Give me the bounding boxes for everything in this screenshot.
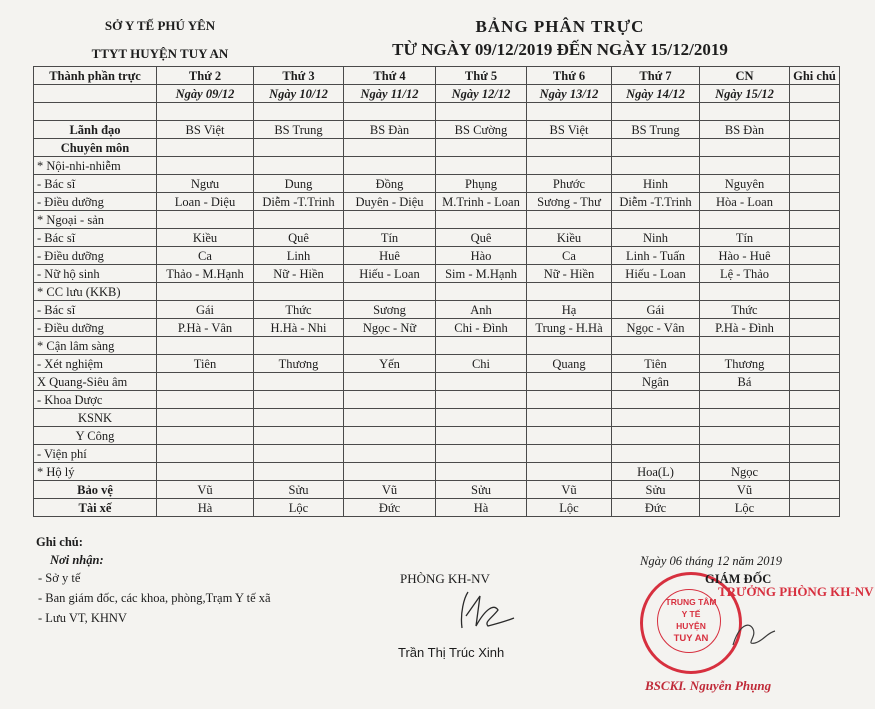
table-cell xyxy=(157,427,254,445)
table-cell xyxy=(612,409,700,427)
table-row xyxy=(34,175,840,193)
table-cell xyxy=(790,337,840,355)
table-cell: Sương - Thư xyxy=(527,193,612,211)
table-cell: Đồng xyxy=(344,175,436,193)
table-cell xyxy=(436,283,527,301)
table-row xyxy=(34,373,840,391)
table-cell xyxy=(790,193,840,211)
row-label: Bảo vệ xyxy=(34,481,157,499)
table-cell xyxy=(790,301,840,319)
table-cell xyxy=(790,211,840,229)
row-label: Tài xế xyxy=(34,499,157,517)
table-cell: Hinh xyxy=(612,175,700,193)
table-row xyxy=(34,283,840,301)
org-name: SỞ Y TẾ PHÚ YÊN xyxy=(104,18,216,33)
table-cell xyxy=(790,373,840,391)
table-cell: Linh xyxy=(254,247,344,265)
table-cell xyxy=(344,445,436,463)
table-cell xyxy=(527,283,612,301)
table-cell xyxy=(790,391,840,409)
table-cell xyxy=(790,265,840,283)
date-cell xyxy=(34,85,157,103)
header-row xyxy=(34,67,840,85)
table-row xyxy=(34,211,840,229)
table-cell xyxy=(700,211,790,229)
table-cell: Tín xyxy=(344,229,436,247)
row-label: - Điều dưỡng xyxy=(34,319,157,337)
date-row xyxy=(34,85,840,103)
table-cell: Ngọc - Vân xyxy=(612,319,700,337)
table-cell: Chi - Đình xyxy=(436,319,527,337)
table-cell: Thức xyxy=(700,301,790,319)
table-cell xyxy=(527,427,612,445)
row-label xyxy=(34,103,157,121)
column-header: CN xyxy=(700,67,790,85)
table-cell: Phước xyxy=(527,175,612,193)
table-cell: Thảo - M.Hạnh xyxy=(157,265,254,283)
table-row xyxy=(34,193,840,211)
table-cell xyxy=(527,157,612,175)
recipient-item: - Sở y tế xyxy=(38,571,81,585)
table-cell: Hoa(L) xyxy=(612,463,700,481)
table-cell: Loan - Diệu xyxy=(157,193,254,211)
table-cell xyxy=(612,157,700,175)
table-cell: Ca xyxy=(157,247,254,265)
stamp-text: Y TẾ xyxy=(681,609,701,619)
table-cell xyxy=(790,139,840,157)
table-cell: Linh - Tuấn xyxy=(612,247,700,265)
table-cell xyxy=(157,463,254,481)
row-label: Chuyên môn xyxy=(34,139,157,157)
row-label: * Nội-nhi-nhiễm xyxy=(34,157,157,175)
date-cell: Ngày 13/12 xyxy=(527,85,612,103)
table-cell: Sim - M.Hạnh xyxy=(436,265,527,283)
table-cell xyxy=(436,445,527,463)
table-cell xyxy=(700,409,790,427)
table-cell xyxy=(157,445,254,463)
table-cell xyxy=(436,103,527,121)
table-cell: Sửu xyxy=(612,481,700,499)
row-label: - Bác sĩ xyxy=(34,175,157,193)
table-cell xyxy=(700,283,790,301)
table-cell: M.Trinh - Loan xyxy=(436,193,527,211)
table-cell xyxy=(436,427,527,445)
date-cell: Ngày 15/12 xyxy=(700,85,790,103)
table-cell xyxy=(157,337,254,355)
table-cell xyxy=(344,463,436,481)
table-cell xyxy=(436,463,527,481)
table-cell: Kiều xyxy=(527,229,612,247)
row-label: Y Công xyxy=(34,427,157,445)
table-cell xyxy=(790,247,840,265)
stamp-text: TUY AN xyxy=(673,633,709,644)
table-row xyxy=(34,481,840,499)
table-cell xyxy=(254,283,344,301)
table-cell xyxy=(254,337,344,355)
date-cell: Ngày 10/12 xyxy=(254,85,344,103)
date-cell: Ngày 14/12 xyxy=(612,85,700,103)
table-cell xyxy=(157,391,254,409)
table-row xyxy=(34,427,840,445)
table-cell: Ngưu xyxy=(157,175,254,193)
table-cell xyxy=(612,139,700,157)
table-cell: Tiên xyxy=(157,355,254,373)
table-cell: Sửu xyxy=(436,481,527,499)
table-row xyxy=(34,391,840,409)
date-cell: Ngày 11/12 xyxy=(344,85,436,103)
table-cell: Thức xyxy=(254,301,344,319)
table-cell xyxy=(254,445,344,463)
table-cell: Hòa - Loan xyxy=(700,193,790,211)
table-row xyxy=(34,499,840,517)
table-cell: Nữ - Hiền xyxy=(527,265,612,283)
table-cell: P.Hà - Đình xyxy=(700,319,790,337)
table-cell: Ngọc xyxy=(700,463,790,481)
table-cell: Ninh xyxy=(612,229,700,247)
table-cell xyxy=(790,175,840,193)
table-cell: Dung xyxy=(254,175,344,193)
table-cell xyxy=(436,211,527,229)
table-cell: BS Việt xyxy=(527,121,612,139)
page-title: BẢNG PHÂN TRỰC xyxy=(475,17,645,36)
date-cell: Ngày 12/12 xyxy=(436,85,527,103)
table-cell xyxy=(790,409,840,427)
signer-name: BSCKI. Nguyễn Phụng xyxy=(645,678,772,693)
table-cell: Lộc xyxy=(254,499,344,517)
sign-date: Ngày 06 tháng 12 năm 2019 xyxy=(640,554,783,568)
table-cell xyxy=(790,157,840,175)
table-cell: Gái xyxy=(612,301,700,319)
table-cell: BS Cường xyxy=(436,121,527,139)
table-cell xyxy=(527,337,612,355)
table-cell xyxy=(790,463,840,481)
table-cell: Quê xyxy=(254,229,344,247)
table-cell xyxy=(527,391,612,409)
row-label: - Điều dưỡng xyxy=(34,193,157,211)
table-cell xyxy=(790,103,840,121)
table-row xyxy=(34,337,840,355)
table-cell xyxy=(790,355,840,373)
table-cell xyxy=(254,103,344,121)
table-cell: Hà xyxy=(157,499,254,517)
table-cell: Yến xyxy=(344,355,436,373)
row-label: * Cận lâm sàng xyxy=(34,337,157,355)
table-cell xyxy=(527,139,612,157)
roster-table xyxy=(33,66,840,517)
table-cell xyxy=(344,103,436,121)
recipient-item: - Ban giám đốc, các khoa, phòng,Trạm Y tế xã xyxy=(38,591,271,605)
table-cell xyxy=(157,373,254,391)
table-cell: Thương xyxy=(254,355,344,373)
table-cell xyxy=(612,103,700,121)
row-label: - Điều dưỡng xyxy=(34,247,157,265)
table-cell xyxy=(790,499,840,517)
org-subname: TTYT HUYỆN TUY AN xyxy=(91,46,229,61)
left-signer-title: PHÒNG KH-NV xyxy=(400,571,490,586)
table-cell xyxy=(527,211,612,229)
table-cell: Vũ xyxy=(527,481,612,499)
row-label: - Viện phí xyxy=(34,445,157,463)
table-cell xyxy=(790,121,840,139)
table-cell xyxy=(527,463,612,481)
table-cell: Trung - H.Hà xyxy=(527,319,612,337)
table-cell: Lộc xyxy=(527,499,612,517)
table-cell xyxy=(157,139,254,157)
table-cell: Tiên xyxy=(612,355,700,373)
table-cell: Gái xyxy=(157,301,254,319)
table-cell xyxy=(790,445,840,463)
table-row xyxy=(34,445,840,463)
table-cell: Quang xyxy=(527,355,612,373)
column-header: Thứ 4 xyxy=(344,67,436,85)
row-label: - Bác sĩ xyxy=(34,301,157,319)
recipient-item: - Lưu VT, KHNV xyxy=(38,611,127,625)
table-cell: Thương xyxy=(700,355,790,373)
table-cell: Duyên - Diệu xyxy=(344,193,436,211)
table-cell xyxy=(790,481,840,499)
signer-role-secondary: TRƯỞNG PHÒNG KH-NV xyxy=(718,584,874,599)
table-row xyxy=(34,463,840,481)
table-cell xyxy=(254,211,344,229)
table-cell xyxy=(527,103,612,121)
table-cell: Quê xyxy=(436,229,527,247)
table-cell xyxy=(344,157,436,175)
signer-role: GIÁM ĐỐC xyxy=(705,572,772,586)
table-cell xyxy=(790,229,840,247)
table-cell xyxy=(700,157,790,175)
table-cell: Ngọc - Nữ xyxy=(344,319,436,337)
table-cell xyxy=(344,391,436,409)
table-cell xyxy=(344,139,436,157)
table-cell xyxy=(344,409,436,427)
table-cell: BS Việt xyxy=(157,121,254,139)
table-cell: Hà xyxy=(436,499,527,517)
row-label: - Xét nghiệm xyxy=(34,355,157,373)
table-cell: Vũ xyxy=(344,481,436,499)
table-cell: Phụng xyxy=(436,175,527,193)
table-cell: Nguyên xyxy=(700,175,790,193)
row-label: * Ngoại - sản xyxy=(34,211,157,229)
table-cell xyxy=(436,139,527,157)
table-cell: Hạ xyxy=(527,301,612,319)
table-cell xyxy=(254,373,344,391)
table-cell: BS Trung xyxy=(254,121,344,139)
row-label: * CC lưu (KKB) xyxy=(34,283,157,301)
table-cell: Sương xyxy=(344,301,436,319)
table-cell xyxy=(700,139,790,157)
handwritten-signature xyxy=(440,588,520,636)
table-cell xyxy=(790,283,840,301)
stamp-text: HUYỆN xyxy=(676,621,706,631)
table-cell: Hào xyxy=(436,247,527,265)
table-cell xyxy=(612,427,700,445)
table-cell: Ngân xyxy=(612,373,700,391)
table-cell: Vũ xyxy=(157,481,254,499)
table-row xyxy=(34,157,840,175)
column-header: Thứ 6 xyxy=(527,67,612,85)
table-cell: BS Đàn xyxy=(700,121,790,139)
table-cell: P.Hà - Vân xyxy=(157,319,254,337)
table-cell: Đức xyxy=(344,499,436,517)
table-cell: Ca xyxy=(527,247,612,265)
table-cell xyxy=(344,373,436,391)
notes-heading: Ghi chú: xyxy=(36,535,83,549)
table-cell: Kiều xyxy=(157,229,254,247)
column-header: Ghi chú xyxy=(790,67,840,85)
table-cell xyxy=(612,337,700,355)
table-cell xyxy=(700,103,790,121)
table-cell xyxy=(344,427,436,445)
date-cell xyxy=(790,85,840,103)
table-cell xyxy=(157,409,254,427)
table-cell: H.Hà - Nhi xyxy=(254,319,344,337)
table-cell xyxy=(157,211,254,229)
table-cell: Tín xyxy=(700,229,790,247)
column-header: Thứ 2 xyxy=(157,67,254,85)
table-cell xyxy=(700,445,790,463)
table-cell xyxy=(254,409,344,427)
row-label: KSNK xyxy=(34,409,157,427)
table-cell xyxy=(612,283,700,301)
table-cell: Hào - Huê xyxy=(700,247,790,265)
table-cell xyxy=(700,427,790,445)
table-cell xyxy=(436,157,527,175)
table-cell: BS Đàn xyxy=(344,121,436,139)
table-cell xyxy=(527,445,612,463)
table-cell xyxy=(254,157,344,175)
table-cell xyxy=(700,391,790,409)
table-cell xyxy=(527,373,612,391)
table-row xyxy=(34,319,840,337)
table-cell: Hiếu - Loan xyxy=(344,265,436,283)
table-cell: BS Trung xyxy=(612,121,700,139)
table-cell xyxy=(436,409,527,427)
table-cell xyxy=(157,283,254,301)
page-subtitle: TỪ NGÀY 09/12/2019 ĐẾN NGÀY 15/12/2019 xyxy=(392,40,728,59)
table-cell xyxy=(612,445,700,463)
table-cell xyxy=(344,337,436,355)
table-cell xyxy=(527,409,612,427)
table-row xyxy=(34,103,840,121)
table-row xyxy=(34,121,840,139)
table-row xyxy=(34,229,840,247)
table-cell xyxy=(436,373,527,391)
table-row xyxy=(34,355,840,373)
table-cell xyxy=(254,427,344,445)
table-cell: Nữ - Hiền xyxy=(254,265,344,283)
table-cell xyxy=(612,211,700,229)
table-cell: Sửu xyxy=(254,481,344,499)
stamp-text: TRUNG TÂM xyxy=(665,597,717,607)
table-row xyxy=(34,409,840,427)
roster-body xyxy=(34,67,840,517)
date-cell: Ngày 09/12 xyxy=(157,85,254,103)
row-label: - Nữ hộ sinh xyxy=(34,265,157,283)
table-row xyxy=(34,247,840,265)
table-cell: Diễm -T.Trinh xyxy=(612,193,700,211)
table-cell xyxy=(157,157,254,175)
table-cell: Vũ xyxy=(700,481,790,499)
table-cell: Đức xyxy=(612,499,700,517)
row-label: * Hộ lý xyxy=(34,463,157,481)
table-cell xyxy=(436,391,527,409)
table-cell: Lệ - Thảo xyxy=(700,265,790,283)
table-cell xyxy=(254,463,344,481)
column-header: Thứ 7 xyxy=(612,67,700,85)
table-cell xyxy=(157,103,254,121)
table-cell: Hiếu - Loan xyxy=(612,265,700,283)
table-cell xyxy=(790,427,840,445)
table-cell: Bá xyxy=(700,373,790,391)
table-cell xyxy=(254,391,344,409)
table-row xyxy=(34,265,840,283)
row-label: X Quang-Siêu âm xyxy=(34,373,157,391)
table-cell xyxy=(436,337,527,355)
table-cell xyxy=(790,319,840,337)
table-cell: Chi xyxy=(436,355,527,373)
table-cell xyxy=(700,337,790,355)
table-row xyxy=(34,301,840,319)
column-header: Thứ 3 xyxy=(254,67,344,85)
table-cell: Huê xyxy=(344,247,436,265)
row-label: - Bác sĩ xyxy=(34,229,157,247)
recipients-heading: Nơi nhận: xyxy=(50,553,104,567)
table-cell xyxy=(344,283,436,301)
director-signature xyxy=(725,615,785,655)
table-row xyxy=(34,139,840,157)
row-label: - Khoa Dược xyxy=(34,391,157,409)
column-header: Thành phần trực xyxy=(34,67,157,85)
left-signer-name: Trần Thị Trúc Xinh xyxy=(398,645,505,660)
column-header: Thứ 5 xyxy=(436,67,527,85)
table-cell xyxy=(344,211,436,229)
table-cell: Anh xyxy=(436,301,527,319)
row-label: Lãnh đạo xyxy=(34,121,157,139)
table-cell: Lộc xyxy=(700,499,790,517)
table-cell xyxy=(612,391,700,409)
table-cell: Diễm -T.Trinh xyxy=(254,193,344,211)
table-cell xyxy=(254,139,344,157)
